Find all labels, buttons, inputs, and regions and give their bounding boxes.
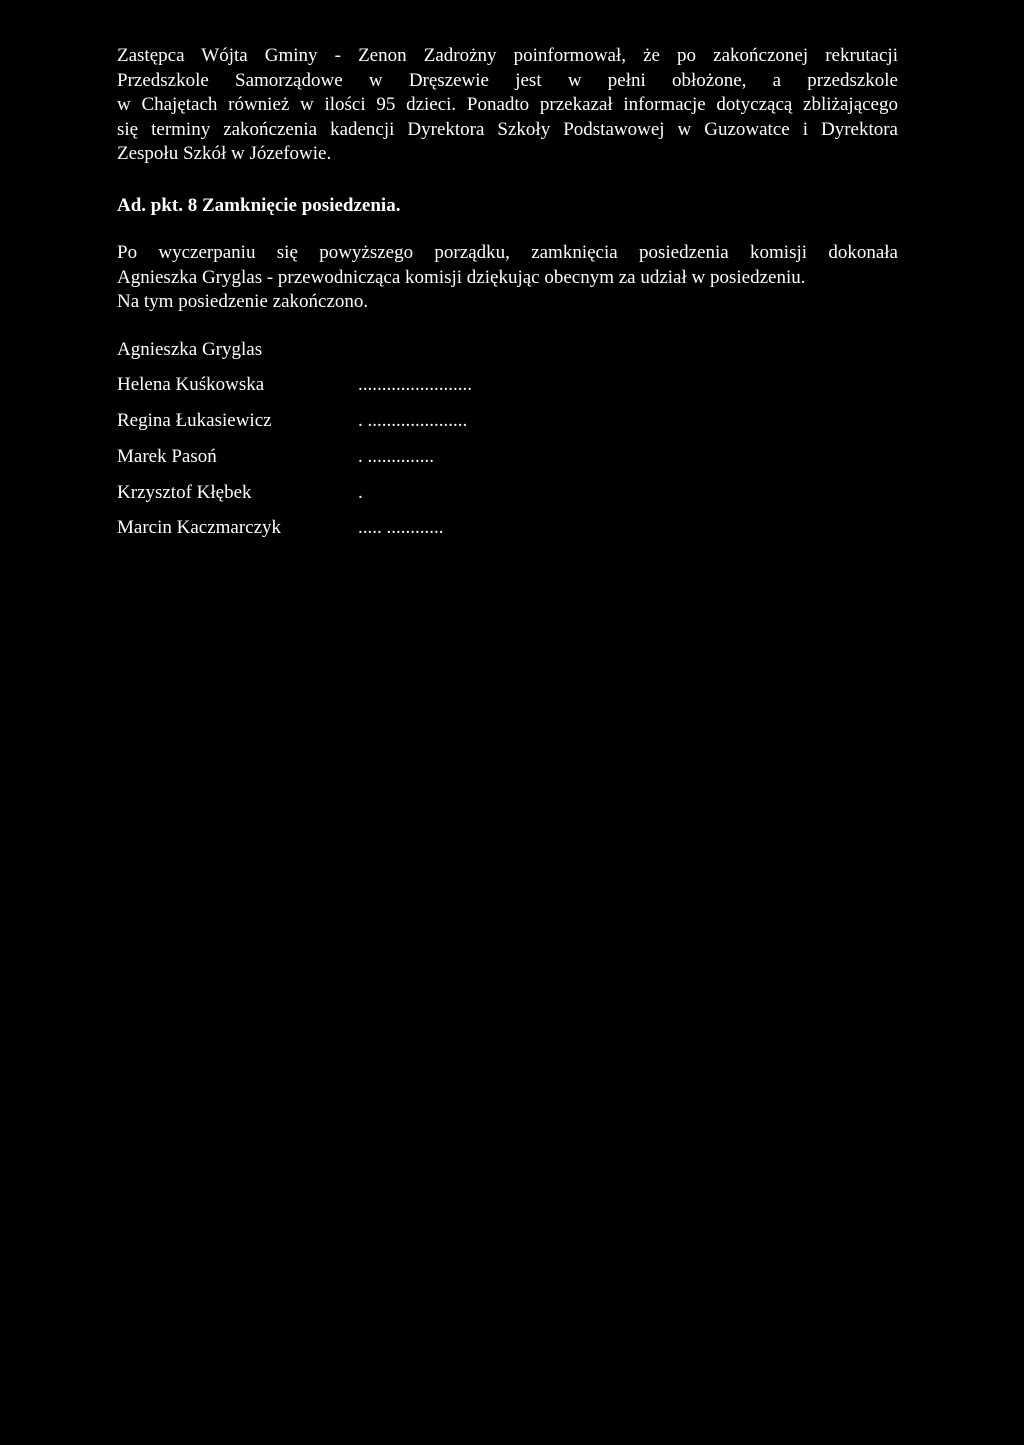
signature-dots: . .............. [358,446,434,467]
signature-line [117,409,898,433]
signature-line [117,338,898,362]
signature-name: Agnieszka Gryglas [117,339,263,360]
signature-line [117,445,898,469]
signature-dots: ..... ............ [358,517,444,538]
signature-line [117,481,898,505]
signature-name: Marek Pasoń [117,446,217,467]
signature-name: Regina Łukasiewicz [117,410,272,431]
signature-name: Marcin Kaczmarczyk [117,517,282,538]
signature-dots: . ..................... [358,410,468,431]
signature-name: Helena Kuśkowska [117,374,265,395]
paragraph-line: Zespołu Szkół w Józefowie. [117,143,332,164]
paragraph-line: Zastępca Wójta Gminy - Zenon Zadrożny poinformował, że po zakończonej rekrutacji [117,45,898,66]
section-heading: Ad. pkt. 8 Zamknięcie posiedzenia. [117,195,401,216]
paragraph-report [117,44,898,167]
paragraph-line: się terminy zakończenia kadencji Dyrektora Szkoły Podstawowej w Guzowatce i Dyrektora [117,118,898,140]
paragraph-line: Na tym posiedzenie zakończono. [117,291,369,312]
signature-line [117,516,898,540]
document-page [117,44,898,538]
signature-dots: ........................ [358,374,472,395]
paragraph-line: Przedszkole Samorządowe w Dręszewie jest w pełni obłożone, a przedszkole [117,69,898,91]
signature-line [117,373,898,397]
signature-dots: . [358,482,363,503]
paragraph-closing [117,241,898,315]
paragraph-line: Po wyczerpaniu się powyższego porządku, zamknięcia posiedzenia komisji dokonała [117,242,898,263]
paragraph-line: Agnieszka Gryglas - przewodnicząca komisji dziękując obecnym za udział w posiedzeniu. [117,266,806,288]
paragraph-line: w Chajętach również w ilości 95 dzieci. Ponadto przekazał informacje dotyczącą zbliżającego [117,94,898,115]
signature-name: Krzysztof Kłębek [117,482,252,503]
